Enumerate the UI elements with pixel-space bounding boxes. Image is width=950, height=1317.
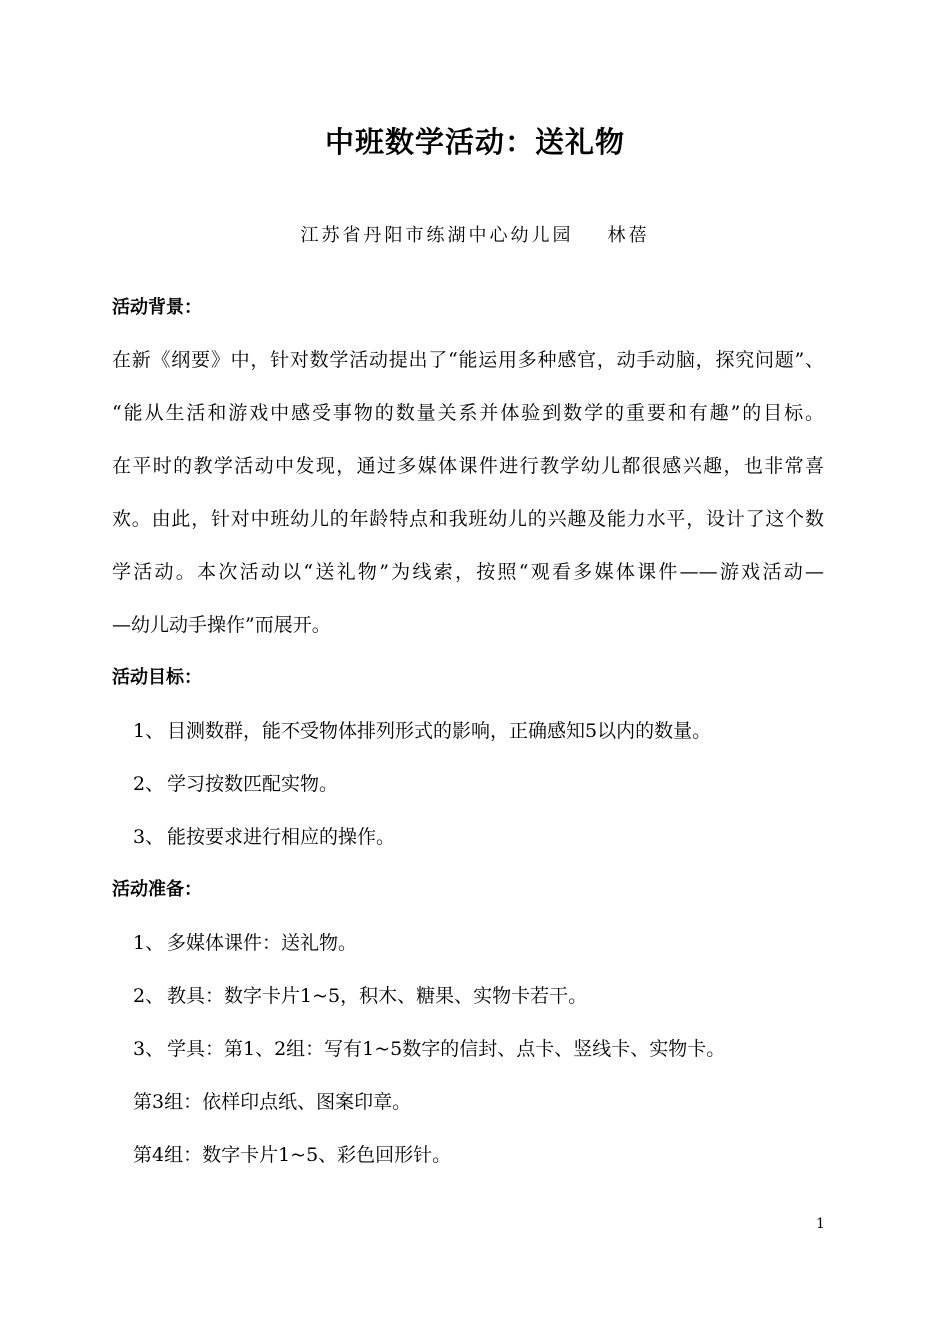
- paragraph-line: “能从生活和游戏中感受事物的数量关系并体验到数学的重要和有趣”的目标。: [112, 402, 824, 424]
- list-item-number: 3、: [133, 1038, 165, 1060]
- list-item-text: 能按要求进行相应的操作。: [167, 826, 396, 848]
- preparation-extra-line: 第3组：依样印点纸、图案印章。: [133, 1091, 412, 1113]
- list-item-text: 教具：数字卡片1~5，积木、糖果、实物卡若干。: [167, 985, 588, 1007]
- author-name: 林蓓: [607, 225, 650, 246]
- paragraph-line: 在平时的教学活动中发现，通过多媒体课件进行教学幼儿都很感兴趣，也非常喜: [112, 455, 824, 477]
- page-number: 1: [816, 1216, 825, 1232]
- list-item-text: 学具：第1、2组：写有1~5数字的信封、点卡、竖线卡、实物卡。: [167, 1038, 726, 1060]
- preparation-extra-line: 第4组：数字卡片1~5、彩色回形针。: [133, 1144, 452, 1166]
- list-item: [133, 981, 587, 1011]
- paragraph-line: 欢。由此，针对中班幼儿的年龄特点和我班幼儿的兴趣及能力水平，设计了这个数: [112, 508, 824, 530]
- document-title: 中班数学活动：送礼物: [324, 125, 625, 159]
- list-item-number: 2、: [133, 773, 165, 795]
- paragraph-line: 学活动。本次活动以“送礼物”为线索，按照“观看多媒体课件——游戏活动—: [112, 561, 824, 583]
- section-heading-background: 活动背景：: [112, 297, 202, 318]
- list-item: [133, 716, 711, 746]
- paragraph-line: 在新《纲要》中，针对数学活动提出了“能运用多种感官，动手动脑，探究问题”、: [112, 349, 824, 371]
- list-item-number: 1、: [133, 932, 165, 954]
- list-item: [133, 1034, 725, 1064]
- list-item-text: 目测数群，能不受物体排列形式的影响，正确感知5以内的数量。: [167, 720, 712, 742]
- list-item-number: 3、: [133, 826, 165, 848]
- author-school: 江苏省丹阳市练湖中心幼儿园: [300, 225, 574, 246]
- list-item-number: 1、: [133, 720, 165, 742]
- paragraph-line: —幼儿动手操作”而展开。: [112, 614, 331, 636]
- list-item-number: 2、: [133, 985, 165, 1007]
- list-item: [133, 822, 395, 852]
- list-item: [133, 928, 357, 958]
- list-item-text: 学习按数匹配实物。: [167, 773, 339, 795]
- list-item: [133, 769, 338, 799]
- section-heading-goals: 活动目标：: [112, 667, 202, 688]
- author-line: [0, 222, 950, 250]
- section-heading-preparation: 活动准备：: [112, 879, 202, 900]
- list-item-text: 多媒体课件：送礼物。: [167, 932, 358, 954]
